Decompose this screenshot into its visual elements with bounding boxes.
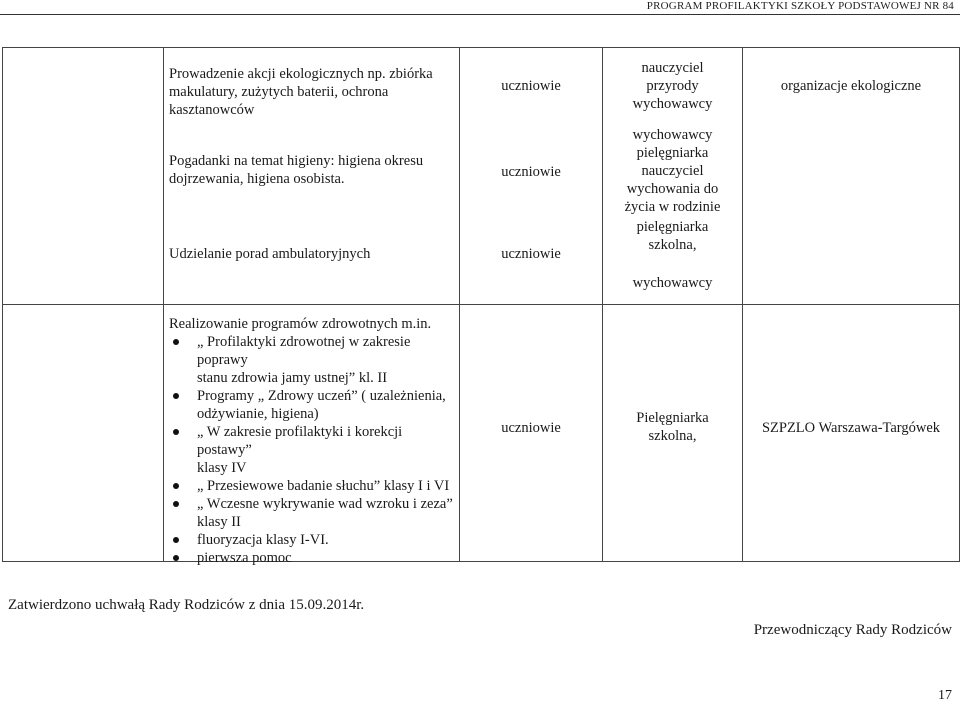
target-text: uczniowie (501, 164, 561, 180)
activity-cell (164, 48, 460, 305)
list-item (169, 423, 455, 477)
text-line: wychowawcy (632, 275, 713, 291)
partners-text: organizacje ekologiczne (780, 78, 922, 94)
responsible-group (603, 126, 742, 216)
program-list (169, 333, 455, 567)
list-item (169, 531, 455, 549)
responsible-group (603, 409, 742, 445)
text-line: szkolna, (648, 428, 697, 444)
bullet-icon (173, 429, 179, 435)
activity-hygiene (169, 152, 423, 188)
bullet-icon (173, 339, 179, 345)
partners-cell (743, 48, 960, 305)
list-item (169, 333, 455, 387)
responsible-cell (603, 48, 743, 305)
text-line: Programy „ Zdrowy uczeń” ( uzależnienia, (197, 388, 446, 404)
bullet-icon (173, 537, 179, 543)
text-line: Pogadanki na temat higieny: higiena okresu (169, 153, 424, 169)
responsible-group (603, 218, 742, 254)
text-line: nauczyciel (641, 60, 704, 76)
text-line: wychowawcy (632, 96, 713, 112)
text-line: stanu zdrowia jamy ustnej” kl. II (197, 370, 388, 386)
text-line: wychowania do (626, 181, 719, 197)
activity-ecology (169, 65, 433, 119)
text-line: Realizowanie programów zdrowotnych m.in. (169, 316, 432, 332)
partners-text: SZPZLO Warszawa-Targówek (761, 420, 941, 436)
bullet-icon (173, 483, 179, 489)
text-line: klasy II (197, 514, 241, 530)
header-rule (0, 14, 960, 15)
table-row (3, 305, 960, 562)
activity-cell (164, 305, 460, 566)
text-line: „ Przesiewowe badanie słuchu” klasy I i VI (197, 478, 450, 494)
text-line: makulatury, zużytych baterii, ochrona (169, 84, 389, 100)
page-header: PROGRAM PROFILAKTYKI SZKOŁY PODSTAWOWEJ NR 84 (646, 0, 954, 12)
target-text: uczniowie (501, 78, 561, 94)
text-line: wychowawcy (632, 127, 713, 143)
text-line: Pielęgniarka (636, 410, 709, 426)
text-line: fluoryzacja klasy I-VI. (197, 532, 329, 548)
target-cell (460, 48, 603, 305)
bullet-icon (173, 501, 179, 507)
text-line: „ Profilaktyki zdrowotnej w zakresie poprawy (197, 334, 411, 368)
list-item (169, 549, 455, 567)
responsible-group (603, 59, 742, 113)
signature-line: Przewodniczący Rady Rodziców (753, 622, 952, 638)
program-table (2, 47, 960, 566)
target-text: uczniowie (501, 246, 561, 262)
text-line: pierwsza pomoc (197, 550, 292, 566)
text-line: Udzielanie porad ambulatoryjnych (169, 246, 371, 262)
text-line: „ W zakresie profilaktyki i korekcji postawy” (197, 424, 403, 458)
empty-left-cell (3, 48, 164, 305)
text-line: życia w rodzinie (624, 199, 721, 215)
text-line: pielęgniarka (636, 145, 709, 161)
activity-ambulatory (169, 245, 370, 263)
target-text: uczniowie (501, 420, 561, 436)
text-line: pielęgniarka (636, 219, 709, 235)
text-line: odżywianie, higiena) (197, 406, 319, 422)
text-line: klasy IV (197, 460, 247, 476)
page-number: 17 (938, 688, 952, 703)
text-line: przyrody (646, 78, 699, 94)
text-line: nauczyciel (641, 163, 704, 179)
bullet-icon (173, 555, 179, 561)
partners-cell (743, 305, 960, 562)
bullet-icon (173, 393, 179, 399)
list-item (169, 495, 455, 531)
text-line: szkolna, (648, 237, 697, 253)
text-line: Prowadzenie akcji ekologicznych np. zbiórka (169, 66, 433, 82)
list-item (169, 387, 455, 423)
target-cell (460, 305, 603, 562)
list-item (169, 477, 455, 495)
text-line: „ Wczesne wykrywanie wad wzroku i zeza” (197, 496, 453, 512)
text-line: dojrzewania, higiena osobista. (169, 171, 345, 187)
empty-left-cell (3, 305, 164, 562)
table-row (3, 48, 960, 305)
approval-note: Zatwierdzono uchwałą Rady Rodziców z dnia 15.09.2014r. (8, 597, 365, 613)
text-line: kasztanowców (169, 102, 255, 118)
activity-health-programs (169, 315, 455, 567)
responsible-cell (603, 305, 743, 562)
